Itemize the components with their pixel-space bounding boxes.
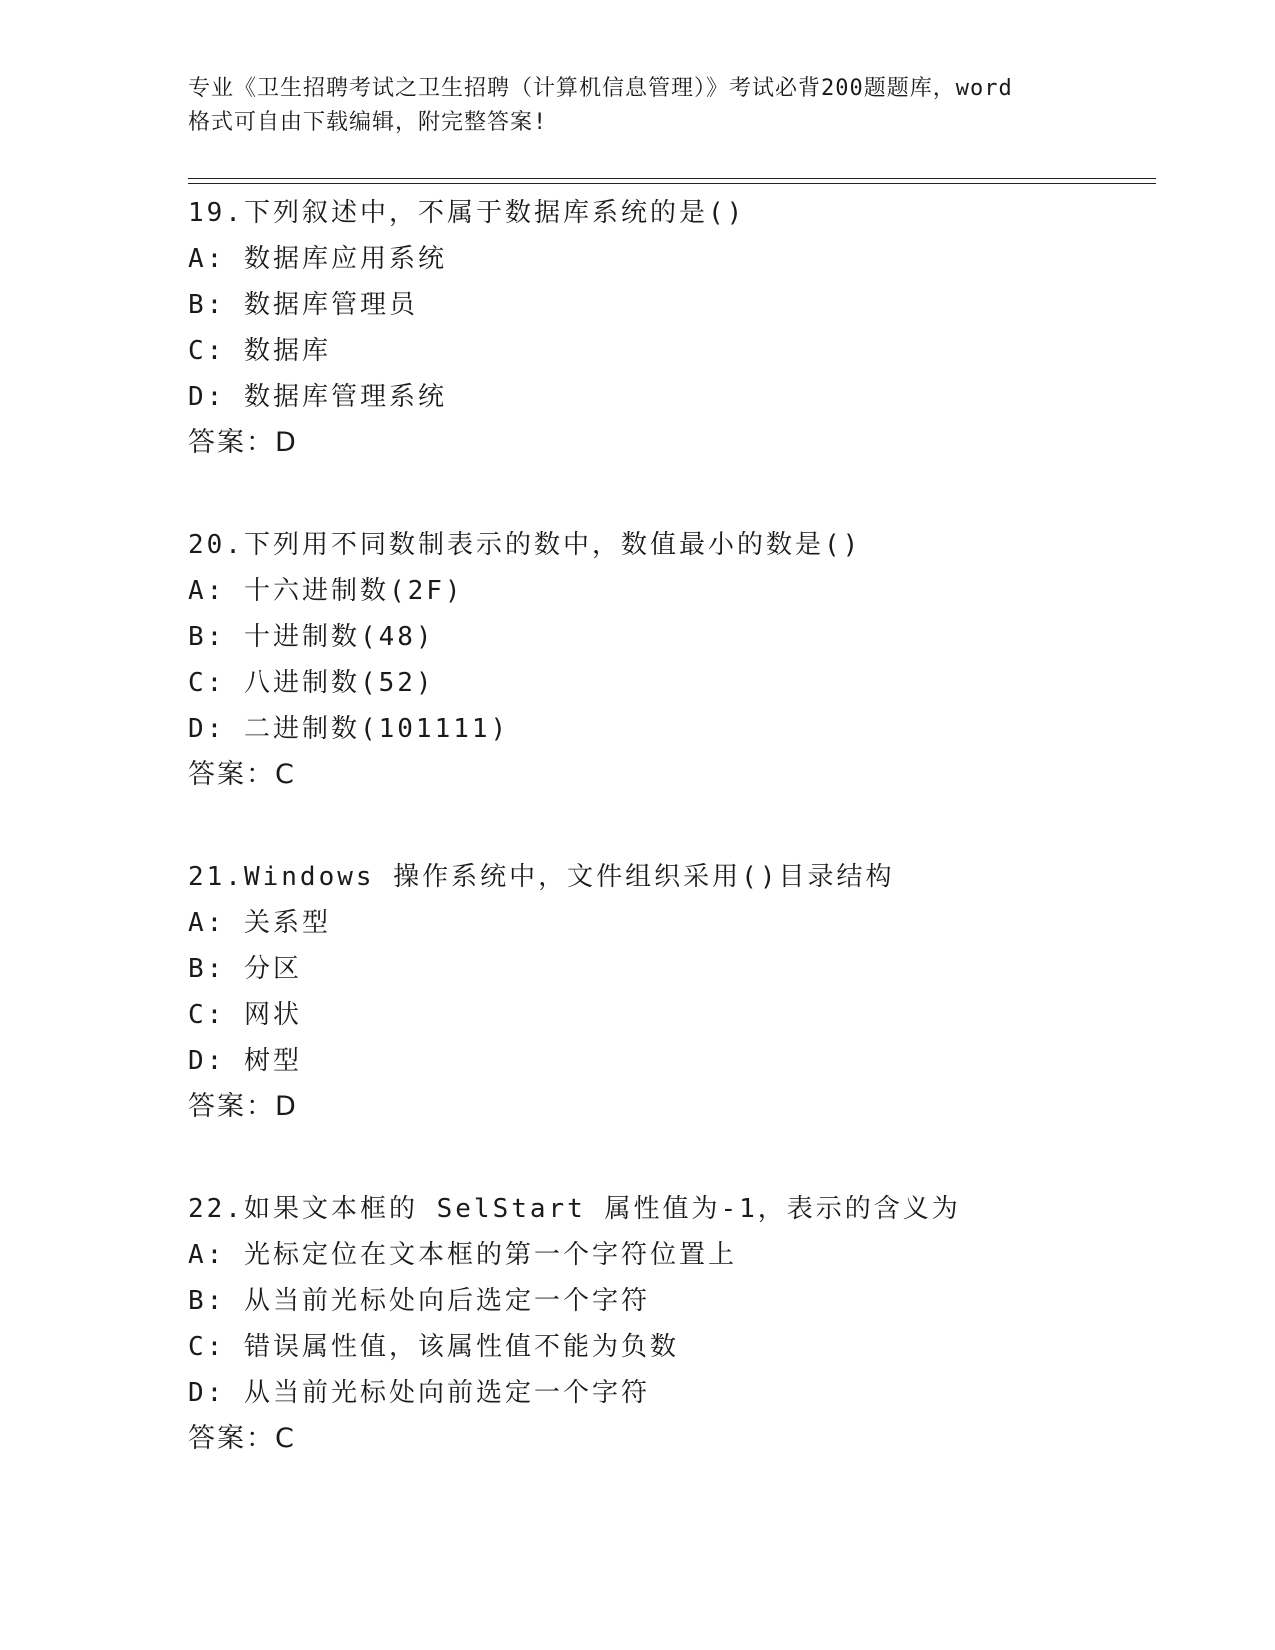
question-20 [188, 522, 1148, 798]
option-a: A: 光标定位在文本框的第一个字符位置上 [188, 1240, 737, 1270]
header-divider-bottom [188, 183, 1156, 184]
answer-label: 答案：D [188, 427, 298, 458]
option-d: D: 二进制数(101111) [188, 714, 510, 744]
header-divider-top [188, 178, 1156, 179]
option-b: B: 分区 [188, 954, 302, 984]
question-22 [188, 1186, 1148, 1462]
option-c: C: 错误属性值，该属性值不能为负数 [188, 1332, 679, 1362]
question-stem: 21.Windows 操作系统中，文件组织采用()目录结构 [188, 862, 895, 892]
question-stem: 19.下列叙述中，不属于数据库系统的是() [188, 198, 746, 228]
option-b: B: 十进制数(48) [188, 622, 435, 652]
answer-label: 答案：C [188, 759, 296, 790]
question-stem: 22.如果文本框的 SelStart 属性值为-1，表示的含义为 [188, 1194, 961, 1224]
option-d: D: 从当前光标处向前选定一个字符 [188, 1378, 650, 1408]
answer-label: 答案：D [188, 1091, 298, 1122]
option-a: A: 十六进制数(2F) [188, 576, 464, 606]
option-d: D: 数据库管理系统 [188, 382, 447, 412]
option-b: B: 数据库管理员 [188, 290, 418, 320]
header-line-2: 格式可自由下载编辑，附完整答案! [188, 110, 548, 135]
option-a: A: 数据库应用系统 [188, 244, 447, 274]
option-a: A: 关系型 [188, 908, 331, 938]
document-header [188, 72, 1088, 140]
option-b: B: 从当前光标处向后选定一个字符 [188, 1286, 650, 1316]
question-19 [188, 190, 1148, 466]
option-d: D: 树型 [188, 1046, 302, 1076]
option-c: C: 八进制数(52) [188, 668, 435, 698]
option-c: C: 数据库 [188, 336, 331, 366]
header-line-1: 专业《卫生招聘考试之卫生招聘（计算机信息管理）》考试必背200题题库，word [188, 76, 1013, 101]
question-list [188, 190, 1148, 1462]
answer-label: 答案：C [188, 1423, 296, 1454]
question-21 [188, 854, 1148, 1130]
question-stem: 20.下列用不同数制表示的数中，数值最小的数是() [188, 530, 862, 560]
option-c: C: 网状 [188, 1000, 302, 1030]
